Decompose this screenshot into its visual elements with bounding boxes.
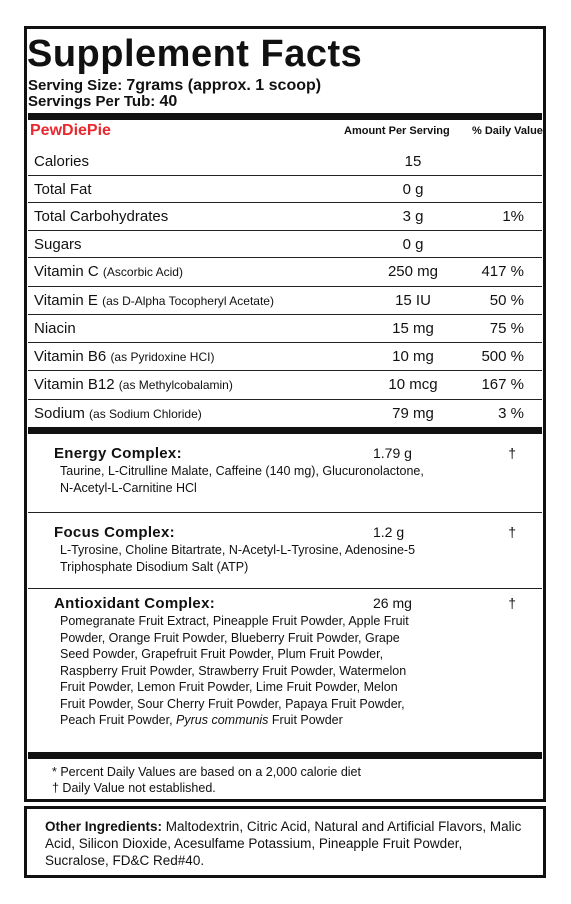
divider-thick [28, 113, 542, 120]
serving-info [28, 78, 321, 110]
nutrient-amount: 15 [404, 153, 422, 170]
servings-value: 40 [159, 93, 178, 110]
nutrient-dv: 500 % [481, 348, 524, 365]
nutrient-detail: (as Sodium Chloride) [89, 407, 202, 421]
nutrient-label: Vitamin C [34, 263, 99, 280]
divider-thin [28, 588, 542, 589]
nutrient-row [28, 370, 542, 398]
nutrient-name [34, 400, 202, 428]
nutrient-amount: 0 g [402, 181, 424, 198]
nutrient-detail: (as Pyridoxine HCI) [110, 350, 215, 364]
nutrient-amount: 3 g [402, 208, 424, 225]
ingredients-tail: Fruit Powder [271, 713, 343, 727]
nutrient-row [28, 342, 542, 370]
complex-amount: 26 mg [373, 595, 412, 611]
nutrient-amount: 79 mg [392, 405, 434, 422]
divider-thick [28, 427, 542, 434]
nutrient-label: Calories [34, 153, 90, 170]
nutrient-label: Sugars [34, 236, 82, 253]
nutrient-row [28, 314, 542, 342]
serving-size-label: Serving Size: [28, 77, 123, 94]
footnote-dagger: † Daily Value not established. [52, 781, 216, 795]
nutrient-name [34, 315, 76, 343]
ingredients-italic: Pyrus communis [176, 713, 269, 727]
nutrient-row [28, 286, 542, 314]
nutrient-name [34, 287, 274, 315]
nutrient-label: Total Carbohydrates [34, 208, 169, 225]
complex-ingredients: Taurine, L-Citrulline Malate, Caffeine (140 mg), Glucuronolactone, N-Acetyl-L-Carnitine HCl [60, 464, 424, 495]
nutrient-row [28, 148, 542, 175]
other-ingredients-list: Maltodextrin, Citric Acid, Natural and Artificial Flavors, Malic Acid, Silicon Dioxide, Acesulfame Potassium, Pineapple Fruit Powder, Sucralose, FD&C Red#40. [45, 819, 522, 868]
nutrient-name [34, 343, 214, 371]
nutrient-label: Sodium [34, 405, 85, 422]
nutrient-row [28, 202, 542, 230]
divider-thin [28, 512, 542, 513]
complex-dv: † [508, 595, 516, 611]
nutrient-amount: 15 mg [392, 320, 434, 337]
complex-name: Antioxidant Complex: [54, 595, 216, 612]
nutrient-dv: 1% [502, 208, 524, 225]
serving-size-value: 7grams (approx. 1 scoop) [126, 77, 322, 94]
complex-dv: † [508, 524, 516, 540]
nutrient-name [34, 231, 82, 259]
nutrient-dv: 3 % [498, 405, 524, 422]
nutrient-label: Niacin [34, 320, 76, 337]
nutrient-label: Vitamin E [34, 292, 98, 309]
nutrient-name [34, 258, 183, 286]
column-amount-header: Amount Per Serving [344, 125, 450, 137]
nutrient-row [28, 399, 542, 427]
nutrient-label: Total Fat [34, 181, 92, 198]
complex-amount: 1.2 g [373, 524, 405, 540]
nutrient-amount: 10 mcg [388, 376, 438, 393]
servings-label: Servings Per Tub: [28, 93, 156, 110]
ingredients-text: Pomegranate Fruit Extract, Pineapple Fruit Powder, Apple Fruit Powder, Orange Fruit Powder, Blueberry Fruit Powder, Grape Seed Powder, Grapefruit Fruit Powder, Plum Fruit Powder, Raspberry Fruit Powder, Strawberry Fruit Powder, Watermelon Fruit Powder, Lemon Fruit Powder, Lime Fruit Powder, Melon Fruit Powder, Sour Cherry Fruit Powder, Papaya Fruit Powder, Peach Fruit Powder, [60, 614, 409, 727]
complex-name: Energy Complex: [54, 445, 182, 462]
complex-ingredients [60, 613, 420, 729]
panel-title: Supplement Facts [27, 33, 363, 75]
nutrient-label: Vitamin B12 [34, 376, 115, 393]
complex-ingredients: L-Tyrosine, Choline Bitartrate, N-Acetyl-L-Tyrosine, Adenosine-5 Triphosphate Disodium Salt (ATP) [60, 543, 416, 574]
nutrient-amount: 0 g [402, 236, 424, 253]
nutrient-row [28, 257, 542, 285]
nutrient-name [34, 371, 233, 399]
nutrient-amount: 15 IU [395, 292, 431, 309]
complex-amount: 1.79 g [373, 445, 412, 461]
brand-name: PewDiePie [30, 122, 111, 139]
nutrient-amount: 10 mg [392, 348, 434, 365]
nutrient-name [34, 176, 92, 204]
nutrient-label: Vitamin B6 [34, 348, 107, 365]
nutrient-dv: 167 % [481, 376, 524, 393]
other-ingredients-label: Other Ingredients: [45, 819, 163, 834]
other-ingredients [45, 818, 525, 869]
complex-dv: † [508, 445, 516, 461]
nutrient-name [34, 148, 89, 176]
column-dv-header: % Daily Value [472, 125, 543, 137]
footnote-dv: * Percent Daily Values are based on a 2,000 calorie diet [52, 765, 361, 779]
nutrient-amount: 250 mg [387, 263, 439, 280]
nutrient-name [34, 203, 168, 231]
complex-name: Focus Complex: [54, 524, 175, 541]
nutrient-detail: (as D-Alpha Tocopheryl Acetate) [102, 294, 274, 308]
nutrient-dv: 75 % [489, 320, 524, 337]
nutrient-dv: 417 % [481, 263, 524, 280]
nutrient-detail: (as Methylcobalamin) [118, 378, 233, 392]
divider-thick [28, 752, 542, 759]
nutrient-row [28, 175, 542, 203]
nutrient-row [28, 230, 542, 258]
nutrient-dv: 50 % [489, 292, 524, 309]
nutrient-detail: (Ascorbic Acid) [102, 265, 183, 279]
